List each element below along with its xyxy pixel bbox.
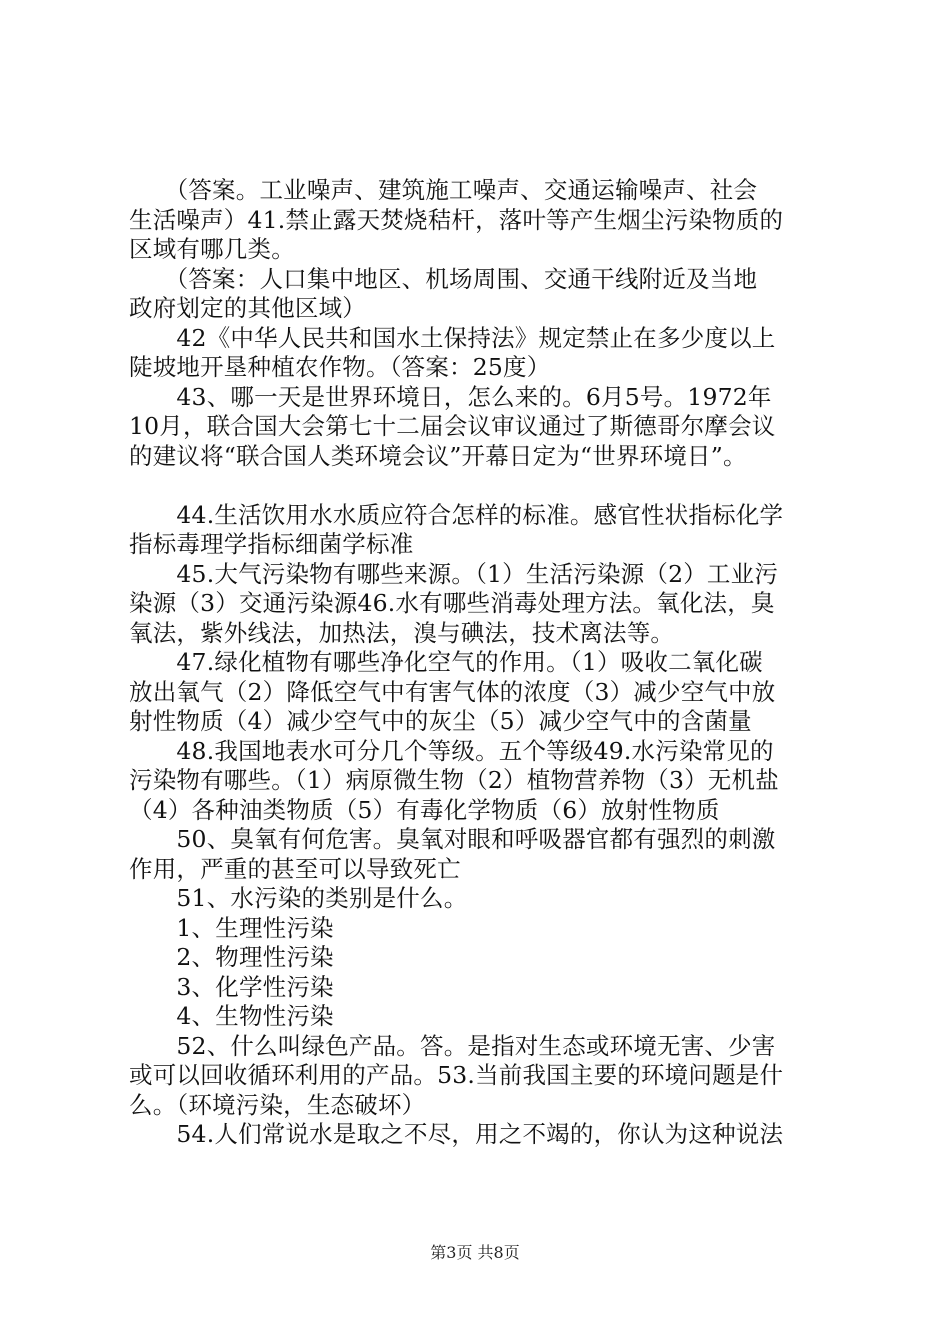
text-line: 射性物质（4）减少空气中的灰尘（5）减少空气中的含菌量: [129, 707, 752, 735]
text-line: 染源（3）交通污染源46.水有哪些消毒处理方法。氧化法，臭: [129, 589, 775, 617]
text-line: 42《中华人民共和国水土保持法》规定禁止在多少度以上: [129, 323, 776, 352]
text-line: 1、生理性污染: [129, 913, 334, 942]
text-line: [129, 471, 839, 501]
text-line: 4、生物性污染: [129, 1002, 334, 1030]
text-line: 放出氧气（2）降低空气中有害气体的浓度（3）减少空气中放: [129, 677, 776, 706]
text-line: 作用，严重的甚至可以导致死亡: [129, 854, 461, 883]
text-line: 氧法，紫外线法，加热法，溴与碘法，技术离法等。: [129, 618, 675, 647]
text-line: 44.生活饮用水水质应符合怎样的标准。感官性状指标化学: [129, 500, 784, 529]
text-line: 指标毒理学指标细菌学标准: [129, 530, 414, 558]
text-line: 45.大气污染物有哪些来源。（1）生活污染源（2）工业污: [129, 559, 779, 588]
text-line: 54.人们常说水是取之不尽，用之不竭的，你认为这种说法: [129, 1120, 784, 1148]
text-line: 52、什么叫绿色产品。答。是指对生态或环境无害、少害: [129, 1031, 776, 1060]
text-line: （答案：人口集中地区、机场周围、交通干线附近及当地: [129, 264, 758, 293]
text-line: 生活噪声）41.禁止露天焚烧秸杆，落叶等产生烟尘污染物质的: [129, 205, 784, 234]
text-line: 或可以回收循环利用的产品。53.当前我国主要的环境问题是什: [129, 1061, 784, 1089]
text-line: 政府划定的其他区域）: [129, 294, 366, 322]
document-body: [129, 176, 839, 1150]
page-footer: 第3页 共8页: [430, 1243, 520, 1262]
text-line: 50、臭氧有何危害。臭氧对眼和呼吸器官都有强烈的刺激: [129, 825, 776, 853]
text-line: （4）各种油类物质（5）有毒化学物质（6）放射性物质: [129, 795, 720, 824]
text-line: 污染物有哪些。（1）病原微生物（2）植物营养物（3）无机盐: [129, 766, 779, 794]
text-line: 43、哪一天是世界环境日，怎么来的。6月5号。1972年: [129, 382, 772, 411]
text-line: 区域有哪几类。: [129, 235, 295, 263]
text-line: 51、水污染的类别是什么。: [129, 884, 468, 912]
text-line: 么。（环境污染，生态破坏）: [129, 1090, 426, 1119]
text-line: 2、物理性污染: [129, 943, 334, 971]
text-line: 10月，联合国大会第七十二届会议审议通过了斯德哥尔摩会议: [129, 412, 776, 440]
text-line: （答案。工业噪声、建筑施工噪声、交通运输噪声、社会: [129, 176, 758, 204]
text-line: 48.我国地表水可分几个等级。五个等级49.水污染常见的: [129, 736, 774, 765]
text-line: 陡坡地开垦种植农作物。（答案：25度）: [129, 353, 551, 381]
text-line: 3、化学性污染: [129, 972, 334, 1001]
text-line: 的建议将“联合国人类环境会议”开幕日定为“世界环境日”。: [129, 441, 747, 470]
text-line: 47.绿化植物有哪些净化空气的作用。（1）吸收二氧化碳: [129, 648, 763, 676]
